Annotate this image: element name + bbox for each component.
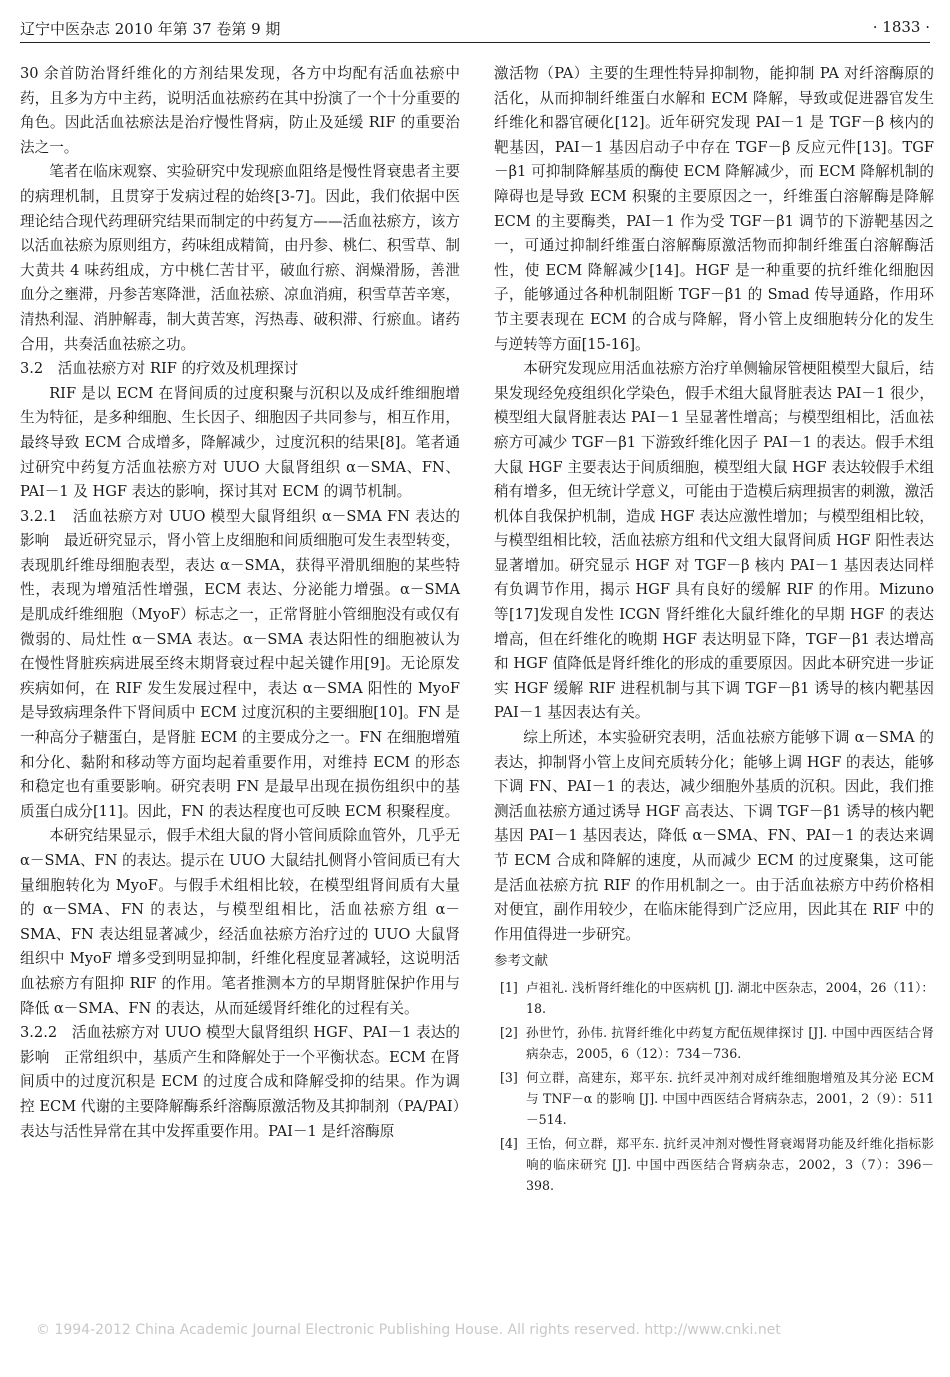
reference-text: 孙世竹，孙伟. 抗肾纤维化中药复方配伍规律探讨 [J]. 中国中西医结合肾病杂志，2005，6（12）：734－736. <box>526 1024 934 1061</box>
running-header <box>20 14 930 43</box>
section-heading-3-2: 3.2 活血祛瘀方对 RIF 的疗效及机理探讨 <box>20 360 299 378</box>
left-column <box>20 62 460 1144</box>
paragraph: RIF 是以 ECM 在肾间质的过度积聚与沉积以及成纤维细胞增生为特征，是多种细胞、生长因子、细胞因子共同参与，相互作用，最终导致 ECM 合成增多，降解减少，过度沉积的结果[8]。笔者通过研究中药复方活血祛瘀方对 UUO 大鼠肾组织 α－SMA、FN、PAI－1 及 HGF 表达的影响，探讨其对 ECM 的调节机制。 <box>20 384 460 501</box>
journal-info: 辽宁中医杂志 2010 年第 37 卷第 9 期 <box>20 20 281 38</box>
references-title: 参考文献 <box>494 953 548 970</box>
references-list <box>494 977 934 1196</box>
right-column <box>494 62 934 1199</box>
subsection-3-2-1: 3.2.1 活血祛瘀方对 UUO 模型大鼠肾组织 α－SMA FN 表达的影响 最近研究显示，肾小管上皮细胞和间质细胞可发生表型转变，表现肌纤维母细胞表型，表达 α－SMA，获得平滑肌细胞的某些特性，表现为增殖活性增强，ECM 表达、分泌能力增强。α－SMA 是肌成纤维细胞（MyoF）标志之一，正常肾脏小管细胞没有或仅有微弱的、局灶性 α－SMA 表达。α－SMA 表达阳性的细胞被认为在慢性肾脏疾病进展至终末期肾衰过程中起关键作用[9]。无论原发疾病如何，在 RIF 发生发展过程中，表达 α－SMA 阳性的 MyoF 是导致病理条件下肾间质中 ECM 过度沉积的主要细胞[10]。FN 是一种高分子糖蛋白，是肾脏 ECM 的主要成分之一。FN 在细胞增殖和分化、黏附和移动等方面均起着重要作用，对维持 ECM 的形态和稳定也有重要影响。研究表明 FN 是最早出现在损伤组织中的基质蛋白成分[11]。因此，FN 的表达程度也可反映 ECM 积聚程度。 <box>20 507 460 820</box>
reference-text: 何立群，高建东，郑平东. 抗纤灵冲剂对成纤维细胞增殖及其分泌 ECM 与 TNF－α 的影响 [J]. 中国中西医结合肾病杂志，2001，2（9）：511－514. <box>526 1069 934 1127</box>
reference-item <box>494 977 934 1019</box>
reference-item <box>494 1067 934 1130</box>
paragraph: 30 余首防治肾纤维化的方剂结果发现，各方中均配有活血祛瘀中药，且多为方中主药，说明活血祛瘀药在其中扮演了一个十分重要的角色。因此活血祛瘀法是治疗慢性肾病，防止及延缓 RIF 的重要治法之一。 <box>20 65 460 156</box>
reference-item <box>494 1133 934 1196</box>
reference-item <box>494 1022 934 1064</box>
reference-number: [3] <box>500 1069 518 1085</box>
reference-text: 王怡，何立群，郑平东. 抗纤灵冲剂对慢性肾衰竭肾功能及纤维化指标影响的临床研究 [J]. 中国中西医结合肾病杂志，2002，3（7）：396－398. <box>526 1135 934 1193</box>
paragraph: 激活物（PA）主要的生理性特异抑制物，能抑制 PA 对纤溶酶原的活化，从而抑制纤维蛋白水解和 ECM 降解，导致或促进器官发生纤维化和器官硬化[12]。近年研究发现 PAI－1 是 TGF－β 核内的靶基因，PAI－1 基因启动子中存在 TGF－β 反应元件[13]。TGF－β1 可抑制降解基质的酶使 ECM 降解减少，而 ECM 降解机制的障碍也是导致 ECM 积聚的主要原因之一，纤维蛋白溶解酶是降解 ECM 的主要酶类，PAI－1 作为受 TGF－β1 调节的下游靶基因之一，可通过抑制纤维蛋白溶解酶原激活物而抑制纤维蛋白溶解酶活性，使 ECM 降解减少[14]。HGF 是一种重要的抗纤维化细胞因子，能够通过各种机制阻断 TGF－β1 的 Smad 传导通路，作用环节主要表现在 ECM 的合成与降解，肾小管上皮细胞转分化的发生与逆转等方面[15-16]。 <box>494 65 934 353</box>
reference-number: [2] <box>500 1024 518 1040</box>
page-number: · 1833 · <box>872 18 930 36</box>
paragraph: 本研究发现应用活血祛瘀方治疗单侧输尿管梗阻模型大鼠后，结果发现经免疫组织化学染色，假手术组大鼠肾脏表达 PAI－1 很少，模型组大鼠肾脏表达 PAI－1 呈显著性增高；与模型组相比，活血祛瘀方可减少 TGF－β1 下游致纤维化因子 PAI－1 的表达。假手术组大鼠 HGF 主要表达于间质细胞，模型组大鼠 HGF 表达较假手术组稍有增多，但无统计学意义，可能由于造模后病理损害的刺激，激活机体自我保护机制，造成 HGF 表达应激性增加；与模型组相比较，与模型组相比较，活血祛瘀方组和代文组大鼠肾间质 HGF 阳性表达显著增加。研究显示 HGF 对 TGF－β 核内 PAI－1 基因表达同样有负调节作用，揭示 HGF 具有良好的缓解 RIF 的作用。Mizuno 等[17]发现自发性 ICGN 肾纤维化大鼠纤维化的早期 HGF 的表达增高，但在纤维化的晚期 HGF 表达明显下降，TGF－β1 表达增高和 HGF 值降低是肾纤维化的形成的重要原因。因此本研究进一步证实 HGF 缓解 RIF 进程机制与其下调 TGF－β1 诱导的核内靶基因 PAI－1 基因表达有关。 <box>494 360 934 722</box>
copyright-watermark: © 1994-2012 China Academic Journal Electronic Publishing House. All rights reserved. http://www.cnki.net <box>36 1322 781 1338</box>
reference-number: [4] <box>500 1135 518 1151</box>
reference-number: [1] <box>500 979 518 995</box>
paragraph: 综上所述，本实验研究表明，活血祛瘀方能够下调 α－SMA 的表达，抑制肾小管上皮间充质转分化；能够上调 HGF 的表达，能够下调 FN、PAI－1 的表达，减少细胞外基质的沉积。因此，我们推测活血祛瘀方通过诱导 HGF 高表达、下调 TGF－β1 诱导的核内靶基因 PAI－1 基因表达，降低 α－SMA、FN、PAI－1 的表达来调节 ECM 合成和降解的速度，从而减少 ECM 的过度聚集，这可能是活血祛瘀方抗 RIF 的作用机制之一。由于活血祛瘀方中药价格相对便宜，副作用较少，在临床能得到广泛应用，因此其在 RIF 中的作用值得进一步研究。 <box>494 729 934 943</box>
subsection-3-2-2: 3.2.2 活血祛瘀方对 UUO 模型大鼠肾组织 HGF、PAI－1 表达的影响 正常组织中，基质产生和降解处于一个平衡状态。ECM 在肾间质中的过度沉积是 ECM 的过度合成和降解受抑的结果。作为调控 ECM 代谢的主要降解酶系纤溶酶原激活物及其抑制剂（PA/PAI）表达与活性异常在其中发挥重要作用。PAI－1 是纤溶酶原 <box>20 1024 460 1140</box>
paragraph: 本研究结果显示，假手术组大鼠的肾小管间质除血管外，几乎无 α－SMA、FN 的表达。提示在 UUO 大鼠结扎侧肾小管间质已有大量细胞转化为 MyoF。与假手术组相比较，在模型组肾间质有大量的 α－SMA、FN 的表达，与模型组相比，活血祛瘀方组 α－SMA、FN 表达组显著减少，经活血祛瘀方治疗过的 UUO 大鼠肾组织中 MyoF 增多受到明显抑制，纤维化程度显著减轻，这说明活血祛瘀方有阻抑 RIF 的作用。笔者推测本方的早期肾脏保护作用与降低 α－SMA、FN 的表达，从而延缓肾纤维化的过程有关。 <box>20 827 460 1017</box>
paragraph: 笔者在临床观察、实验研究中发现瘀血阻络是慢性肾衰患者主要的病理机制，且贯穿于发病过程的始终[3-7]。因此，我们依据中医理论结合现代药理研究结果而制定的中药复方——活血祛瘀方，该方以活血祛瘀为原则组方，药味组成精简，由丹参、桃仁、积雪草、制大黄共 4 味药组成，方中桃仁苦甘平，破血行瘀、润燥滑肠，善泄血分之壅滞，丹参苦寒降泄，活血祛瘀、凉血消痈，积雪草苦辛寒，清热利湿、消肿解毒，制大黄苦寒，泻热毒、破积滞、行瘀血。诸药合用，共奏活血祛瘀之功。 <box>20 163 460 353</box>
reference-text: 卢祖礼. 浅析肾纤维化的中医病机 [J]. 湖北中医杂志，2004，26（11）：18. <box>526 979 934 1016</box>
